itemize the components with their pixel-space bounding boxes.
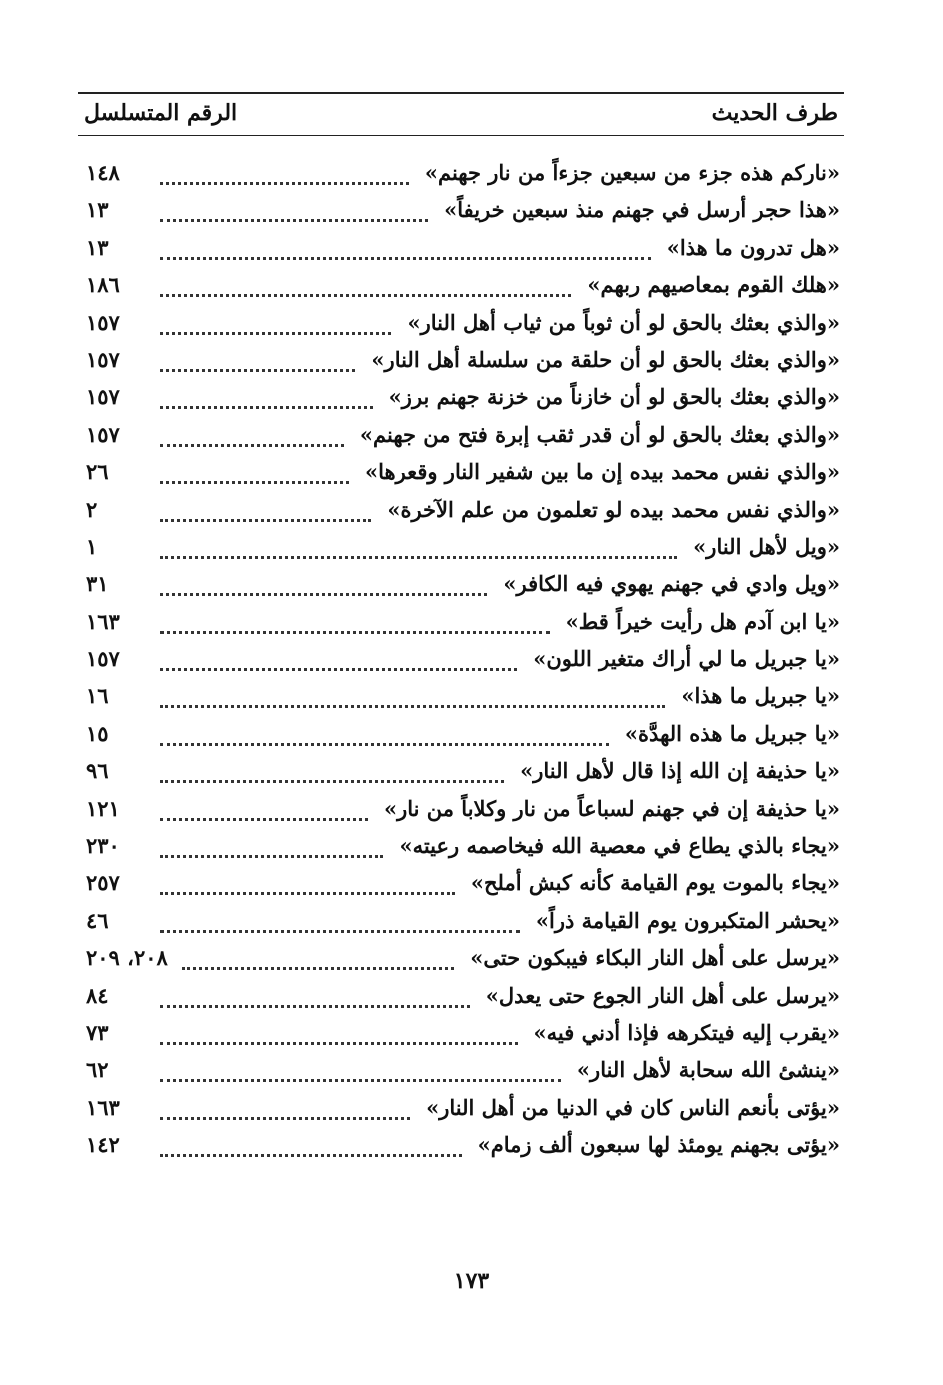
serial-number: ٢٥٧ xyxy=(86,870,120,896)
hadith-text: «يا حذيفة إن في جهنم لسباعاً من نار وكلاباً من نار» xyxy=(383,795,840,821)
serial-number: ١٥٧ xyxy=(86,346,120,372)
index-row xyxy=(80,270,840,307)
serial-number: ١٣ xyxy=(86,234,109,260)
index-row xyxy=(80,1055,840,1092)
index-row xyxy=(80,681,840,718)
page-number: ١٧٣ xyxy=(453,1268,490,1294)
dot-leader xyxy=(160,683,665,708)
index-row xyxy=(80,195,840,232)
index-row xyxy=(80,420,840,457)
hadith-text: «يؤتى بأنعم الناس كان في الدنيا من أهل النار» xyxy=(426,1094,840,1120)
serial-number: ٢ xyxy=(86,496,98,522)
hadith-text: «يرسل على أهل النار البكاء فيبكون حتى» xyxy=(470,945,840,971)
hadith-text: «والذي بعثك بالحق لو أن خازناً من خزنة جهنم برز» xyxy=(388,384,840,410)
dot-leader xyxy=(160,983,470,1008)
hadith-text: «والذي نفس محمد بيده إن ما بين شفير النار وقعرها» xyxy=(365,459,840,485)
dot-leader xyxy=(160,1020,518,1045)
index-row xyxy=(80,906,840,943)
hadith-text: «يا جبريل ما لي أراك متغير اللون» xyxy=(533,646,840,672)
serial-number: ١٥٧ xyxy=(86,421,120,447)
dot-leader xyxy=(160,160,409,185)
hadith-text: «يؤتى بجهنم يومئذ لها سبعون ألف زمام» xyxy=(477,1132,840,1158)
index-row xyxy=(80,345,840,382)
hadith-text: «والذي بعثك بالحق لو أن ثوباً من ثياب أهل النار» xyxy=(407,309,840,335)
dot-leader xyxy=(160,310,391,335)
serial-number: ١٤٨ xyxy=(86,160,120,185)
dot-leader xyxy=(160,721,609,746)
dot-leader xyxy=(160,833,383,858)
index-list xyxy=(80,158,840,1168)
dot-leader xyxy=(160,459,349,484)
index-row xyxy=(80,495,840,532)
dot-leader xyxy=(160,571,487,596)
dot-leader xyxy=(160,384,373,409)
index-row xyxy=(80,607,840,644)
index-row xyxy=(80,532,840,569)
dot-leader xyxy=(160,609,550,634)
hadith-text: «يقرب إليه فيتكرهه فإذا أدني فيه» xyxy=(533,1019,840,1045)
index-row xyxy=(80,981,840,1018)
column-title-serial-number: الرقم المتسلسل xyxy=(84,100,238,126)
serial-number: ٨٤ xyxy=(86,982,109,1008)
index-row xyxy=(80,794,840,831)
serial-number: ١٣ xyxy=(86,197,109,223)
hadith-text: «يا ابن آدم هل رأيت خيراً قط» xyxy=(565,608,840,634)
hadith-text: «يجاء بالذي يطاع في معصية الله فيخاصمه رعيته» xyxy=(399,833,840,859)
dot-leader xyxy=(160,1095,410,1120)
dot-leader xyxy=(160,1057,561,1082)
dot-leader xyxy=(160,646,517,671)
hadith-text: «هذا حجر أرسل في جهنم منذ سبعين خريفاً» xyxy=(444,197,840,223)
serial-number: ٦٢ xyxy=(86,1057,109,1083)
dot-leader xyxy=(160,534,677,559)
hadith-text: «يا حذيفة إن الله إذا قال لأهل النار» xyxy=(520,758,840,784)
dot-leader xyxy=(160,796,368,821)
hadith-text: «والذي نفس محمد بيده لو تعلمون من علم الآخرة» xyxy=(387,496,840,522)
serial-number: ٧٣ xyxy=(86,1019,109,1045)
hadith-text: «والذي بعثك بالحق لو أن قدر ثقب إبرة فتح من جهنم» xyxy=(359,421,840,447)
dot-leader xyxy=(160,347,355,372)
dot-leader xyxy=(160,1132,462,1157)
dot-leader xyxy=(160,908,520,933)
hadith-text: «يا جبريل ما هذا» xyxy=(681,683,840,709)
index-row xyxy=(80,233,840,270)
serial-number: ٤٦ xyxy=(86,907,109,933)
index-row xyxy=(80,382,840,419)
index-row xyxy=(80,943,840,980)
serial-number: ١٥ xyxy=(86,720,109,746)
column-title-hadith: طرف الحديث xyxy=(711,100,838,126)
dot-leader xyxy=(160,422,344,447)
hadith-text: «يرسل على أهل النار الجوع حتى يعدل» xyxy=(485,982,840,1008)
index-row xyxy=(80,158,840,195)
index-row xyxy=(80,1018,840,1055)
serial-number: ١٦٣ xyxy=(86,608,120,634)
hadith-text: «ينشئ الله سحابة لأهل النار» xyxy=(576,1057,840,1083)
index-row xyxy=(80,756,840,793)
serial-number: ٢٣٠ xyxy=(86,833,120,859)
serial-number: ١٥٧ xyxy=(86,309,120,335)
serial-number: ٣١ xyxy=(86,571,109,597)
index-row xyxy=(80,569,840,606)
dot-leader xyxy=(182,945,454,970)
dot-leader xyxy=(160,870,455,895)
hadith-text: «هل تدرون ما هذا» xyxy=(666,234,840,260)
index-row xyxy=(80,868,840,905)
index-row xyxy=(80,831,840,868)
dot-leader xyxy=(160,758,504,783)
hadith-text: «ناركم هذه جزء من سبعين جزءاً من نار جهنم» xyxy=(424,160,840,185)
index-row xyxy=(80,1130,840,1167)
index-row xyxy=(80,457,840,494)
hadith-text: «يا جبريل ما هذه الهدَّة» xyxy=(624,720,840,746)
table-header xyxy=(78,92,844,136)
serial-number: ١٤٢ xyxy=(86,1132,120,1158)
index-row xyxy=(80,644,840,681)
hadith-text: «ويل وادي في جهنم يهوي فيه الكافر» xyxy=(503,571,840,597)
serial-number: ١ xyxy=(86,533,98,559)
dot-leader xyxy=(160,197,428,222)
serial-number: ٢٠٨، ٢٠٩ xyxy=(86,945,168,971)
serial-number: ١٥٧ xyxy=(86,384,120,410)
dot-leader xyxy=(160,497,371,522)
index-row xyxy=(80,1093,840,1130)
serial-number: ١٦ xyxy=(86,683,109,709)
serial-number: ١٨٦ xyxy=(86,272,120,298)
hadith-text: «ويل لأهل النار» xyxy=(693,533,840,559)
serial-number: ٢٦ xyxy=(86,459,109,485)
dot-leader xyxy=(160,235,651,260)
serial-number: ١٢١ xyxy=(86,795,120,821)
serial-number: ٩٦ xyxy=(86,758,109,784)
dot-leader xyxy=(160,272,571,297)
serial-number: ١٥٧ xyxy=(86,646,120,672)
hadith-text: «هلك القوم بمعاصيهم ربهم» xyxy=(587,272,840,298)
hadith-text: «يحشر المتكبرون يوم القيامة ذراً» xyxy=(535,907,840,933)
serial-number: ١٦٣ xyxy=(86,1094,120,1120)
hadith-text: «يجاء بالموت يوم القيامة كأنه كبش أملح» xyxy=(470,870,840,896)
index-row xyxy=(80,719,840,756)
hadith-text: «والذي بعثك بالحق لو أن حلقة من سلسلة أهل النار» xyxy=(371,346,840,372)
index-row xyxy=(80,308,840,345)
